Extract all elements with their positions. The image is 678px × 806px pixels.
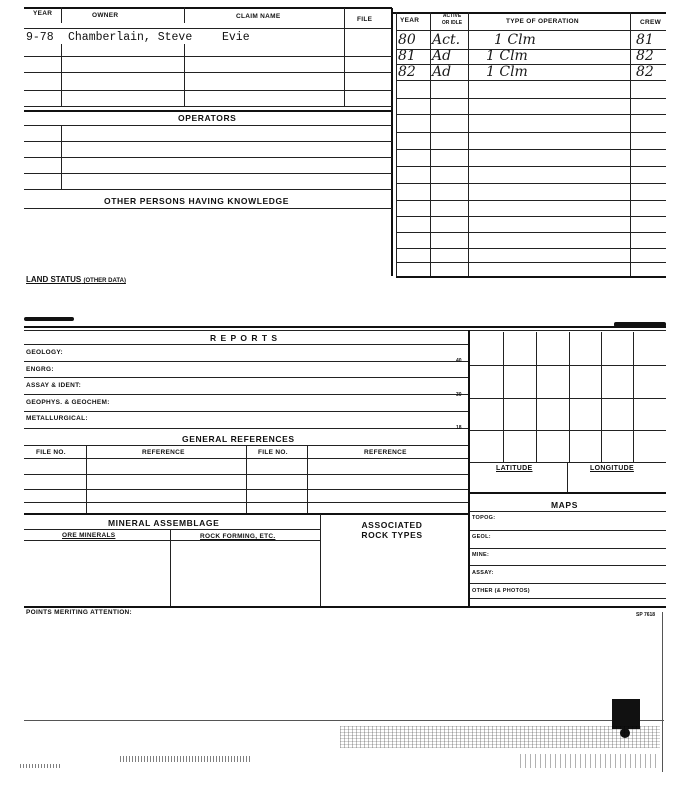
ops-row-line <box>396 262 666 263</box>
col-divider <box>630 12 631 276</box>
ref-header-file-no-2: FILE NO. <box>258 449 288 456</box>
col-divider <box>61 7 62 23</box>
col-divider <box>430 12 431 276</box>
land-status-label: LAND STATUS <box>26 275 82 284</box>
section-rule <box>24 513 468 515</box>
op-3-status: Ad <box>432 64 452 80</box>
main-divider-inner <box>396 12 397 276</box>
row-line <box>470 598 666 599</box>
scan-noise <box>20 764 60 768</box>
maps-mine: MINE: <box>472 552 490 558</box>
grid-line <box>601 332 602 462</box>
operators-title: OPERATORS <box>178 113 237 123</box>
ref-header-file-no: FILE NO. <box>36 449 66 456</box>
grid-line <box>470 398 666 399</box>
row-line <box>24 529 320 530</box>
row-line <box>470 548 666 549</box>
grid-line <box>470 462 666 463</box>
section-rule <box>24 606 666 608</box>
row-line <box>24 72 392 73</box>
section-rule <box>24 326 666 328</box>
mineral-assemblage-title: MINERAL ASSEMBLAGE <box>108 518 220 528</box>
row-line <box>24 125 392 126</box>
side-number: 18 <box>456 425 462 431</box>
header-claim-name: CLAIM NAME <box>236 13 281 20</box>
grid-line <box>503 332 504 462</box>
grid-line <box>633 332 634 462</box>
header-underline <box>24 28 392 29</box>
other-persons-title: OTHER PERSONS HAVING KNOWLEDGE <box>104 196 290 206</box>
row-line <box>470 511 666 512</box>
row-line <box>24 361 468 362</box>
ops-row-line <box>396 216 666 217</box>
ops-row-line <box>396 232 666 233</box>
row-line <box>24 428 468 429</box>
op-1-year: 80 <box>398 32 416 48</box>
general-references-title: GENERAL REFERENCES <box>182 434 295 444</box>
row-line <box>470 583 666 584</box>
ops-row-line <box>396 248 666 249</box>
reports-geology: GEOLOGY: <box>26 349 63 356</box>
maps-other: OTHER (& PHOTOS) <box>472 588 530 594</box>
col-divider <box>344 8 345 106</box>
section-rule <box>470 492 666 494</box>
land-status-sub: (OTHER DATA) <box>83 278 126 284</box>
maps-geol: GEOL: <box>472 534 491 540</box>
row-line <box>470 530 666 531</box>
claim-name: Evie <box>222 31 250 44</box>
scan-noise <box>340 726 660 748</box>
row-line <box>24 189 392 190</box>
op-2-status: Ad <box>432 48 452 64</box>
latitude-label: LATITUDE <box>496 465 533 472</box>
top-rule <box>24 7 392 9</box>
scan-artifact-block <box>612 699 640 729</box>
ops-row-line <box>396 200 666 201</box>
op-2-type: 1 Clm <box>486 48 528 64</box>
scan-noise <box>520 754 660 768</box>
reports-engrg: ENGRG: <box>26 366 54 373</box>
op-2-crew: 82 <box>636 48 654 64</box>
associated-rock-types-1: ASSOCIATED <box>361 520 423 530</box>
form-code: SP 7618 <box>636 612 656 618</box>
land-status-title <box>26 275 126 284</box>
points-meriting-attention: POINTS MERITING ATTENTION: <box>26 609 133 616</box>
row-line <box>24 90 392 91</box>
longitude-label: LONGITUDE <box>590 465 634 472</box>
col-divider <box>320 514 321 606</box>
reports-geophys: GEOPHYS. & GEOCHEM: <box>26 399 110 406</box>
maps-title: MAPS <box>551 500 578 510</box>
row-line <box>24 106 392 107</box>
bottom-rule <box>24 720 664 721</box>
row-line <box>24 141 392 142</box>
header-year: YEAR <box>33 10 53 17</box>
row-line <box>24 208 392 209</box>
header-or-idle: OR IDLE <box>441 20 463 26</box>
ops-row-line <box>396 166 666 167</box>
op-3-type: 1 Clm <box>486 64 528 80</box>
row-line <box>24 394 468 395</box>
header-underline-right <box>396 30 666 31</box>
ref-header-reference: REFERENCE <box>142 449 185 456</box>
grid-line <box>470 430 666 431</box>
top-rule-right <box>392 12 666 14</box>
row-line <box>470 565 666 566</box>
ops-row-line <box>396 183 666 184</box>
maps-assay: ASSAY: <box>472 570 494 576</box>
ref-header-reference-2: REFERENCE <box>364 449 407 456</box>
col-divider <box>468 12 469 276</box>
row-line <box>24 411 468 412</box>
grid-line <box>536 332 537 462</box>
col-divider <box>307 445 308 513</box>
grid-line <box>569 332 570 462</box>
col-divider <box>184 7 185 23</box>
header-owner: OWNER <box>92 12 119 19</box>
col-divider <box>61 44 62 106</box>
col-divider <box>184 44 185 106</box>
header-type-of-operation: TYPE OF OPERATION <box>506 18 579 25</box>
ops-row-line <box>396 80 666 81</box>
ore-minerals-header: ORE MINERALS <box>62 532 116 539</box>
reports-title: R E P O R T S <box>210 333 279 343</box>
header-crew: CREW <box>640 19 662 26</box>
row-line <box>24 344 468 345</box>
ops-row-line <box>396 114 666 115</box>
side-number: 30 <box>456 392 462 398</box>
op-1-type: 1 Clm <box>494 32 536 48</box>
row-line <box>24 173 392 174</box>
ops-row-line <box>396 149 666 150</box>
op-1-crew: 81 <box>636 32 654 48</box>
op-2-year: 81 <box>398 48 416 64</box>
scan-noise <box>120 756 250 762</box>
header-file: FILE <box>357 16 373 23</box>
reports-assay: ASSAY & IDENT: <box>26 382 82 389</box>
rock-forming-header: ROCK FORMING, ETC. <box>200 533 276 540</box>
grid-line <box>470 365 666 366</box>
side-number: 40 <box>456 358 462 364</box>
col-divider <box>86 445 87 513</box>
operators-rule <box>24 110 392 112</box>
row-line <box>24 157 392 158</box>
ops-bottom-rule <box>396 276 666 278</box>
op-3-crew: 82 <box>636 64 654 80</box>
row-line <box>24 56 392 57</box>
right-edge-line <box>662 612 663 772</box>
associated-rock-types-2: ROCK TYPES <box>361 530 423 540</box>
section-rule-thin <box>24 330 666 331</box>
reports-divider <box>468 330 470 608</box>
col-divider <box>170 529 171 606</box>
owner-name: Chamberlain, Steve <box>68 31 193 44</box>
col-divider <box>567 462 568 492</box>
ops-row-line <box>396 98 666 99</box>
op-1-status: Act. <box>432 32 461 48</box>
row-line <box>24 540 320 541</box>
header-year-2: YEAR <box>400 17 420 24</box>
scan-mark <box>24 317 74 321</box>
op-3-year: 82 <box>398 64 416 80</box>
maps-topog: TOPOG: <box>472 515 496 521</box>
ops-row-line <box>396 132 666 133</box>
reports-metallurgical: METALLURGICAL: <box>26 415 88 422</box>
col-divider <box>246 445 247 513</box>
row-line <box>24 377 468 378</box>
owner-year: 9-78 <box>26 31 54 44</box>
header-active: ACTIVE <box>442 13 462 19</box>
main-divider <box>391 8 393 276</box>
col-divider <box>61 125 62 189</box>
